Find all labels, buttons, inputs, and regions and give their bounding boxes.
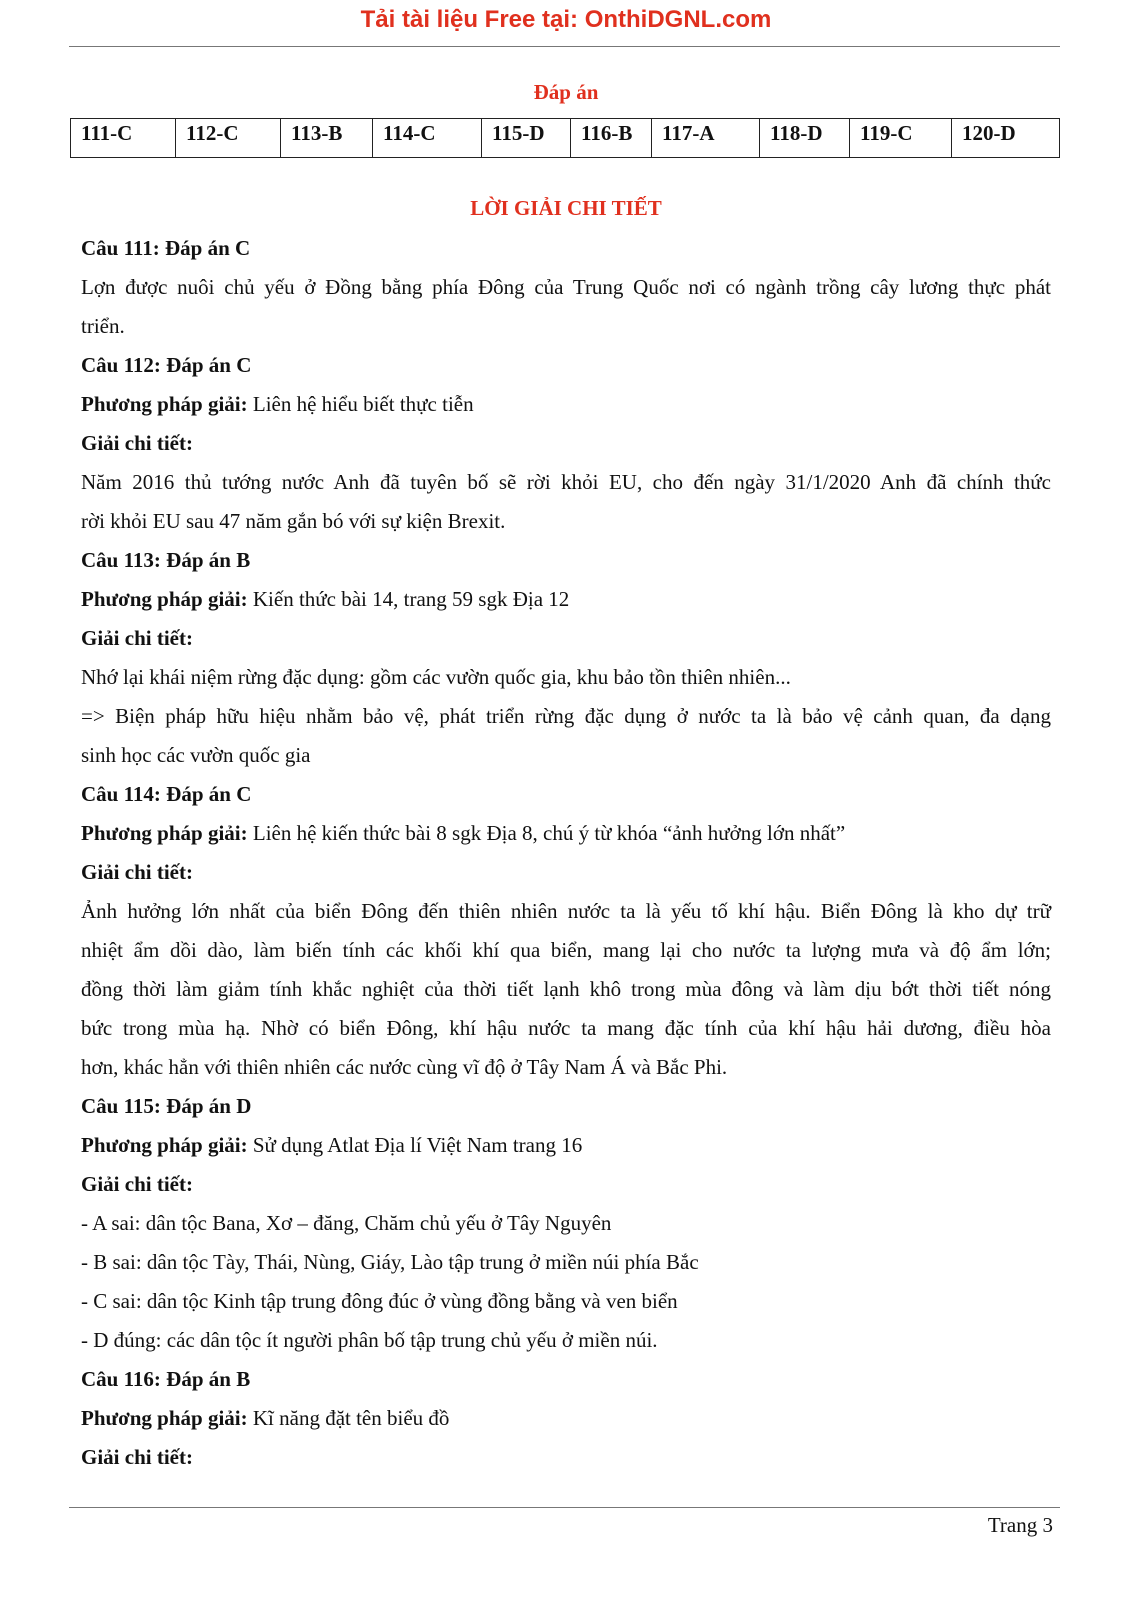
method-text: Kĩ năng đặt tên biểu đồ xyxy=(247,1406,450,1430)
q113-paragraph-line: Nhớ lại khái niệm rừng đặc dụng: gồm các vườn quốc gia, khu bảo tồn thiên nhiên... xyxy=(81,665,791,689)
method-label: Phương pháp giải: xyxy=(81,1406,248,1430)
answer-cell: 117-A xyxy=(652,119,760,158)
answer-cell: 120-D xyxy=(952,119,1060,158)
method-text: Liên hệ hiểu biết thực tiễn xyxy=(247,392,474,416)
q114-paragraph-line: Ảnh hưởng lớn nhất của biển Đông đến thiên nhiên nước ta là yếu tố khí hậu. Biển Đông là kho dự trữ xyxy=(81,899,1051,923)
q113-heading: Câu 113: Đáp án B xyxy=(81,548,251,572)
q112-paragraph-line: rời khỏi EU sau 47 năm gắn bó với sự kiện Brexit. xyxy=(81,509,506,533)
q113-paragraph-line: => Biện pháp hữu hiệu nhằm bảo vệ, phát triển rừng đặc dụng ở nước ta là bảo vệ cảnh quan, đa dạng xyxy=(81,704,1051,728)
answer-cell: 111-C xyxy=(71,119,176,158)
solutions-title: LỜI GIẢI CHI TIẾT xyxy=(470,196,662,220)
answer-cell: 118-D xyxy=(760,119,850,158)
q111-heading: Câu 111: Đáp án C xyxy=(81,236,251,260)
q114-paragraph-line: bức trong mùa hạ. Nhờ có biển Đông, khí hậu nước ta mang đặc tính của khí hậu hải dương, điều hòa xyxy=(81,1016,1051,1040)
q114-heading: Câu 114: Đáp án C xyxy=(81,782,252,806)
answer-cell: 114-C xyxy=(373,119,482,158)
q115-option-d: - D đúng: các dân tộc ít người phân bố tập trung chủ yếu ở miền núi. xyxy=(81,1328,658,1352)
method-text: Sử dụng Atlat Địa lí Việt Nam trang 16 xyxy=(247,1133,583,1157)
method-text: Kiến thức bài 14, trang 59 sgk Địa 12 xyxy=(247,587,570,611)
header-rule xyxy=(69,46,1060,47)
q112-method xyxy=(81,385,1051,424)
method-label: Phương pháp giải: xyxy=(81,821,248,845)
answer-cell: 115-D xyxy=(482,119,571,158)
method-text: Liên hệ kiến thức bài 8 sgk Địa 8, chú ý từ khóa “ảnh hưởng lớn nhất” xyxy=(247,821,846,845)
q114-method xyxy=(81,814,1051,853)
q113-detail-label: Giải chi tiết: xyxy=(81,626,193,650)
q111-paragraph-line: Lợn được nuôi chủ yếu ở Đồng bằng phía Đông của Trung Quốc nơi có ngành trồng cây lương thực phát xyxy=(81,275,1051,299)
q113-paragraph-line: sinh học các vườn quốc gia xyxy=(81,743,311,767)
q116-heading: Câu 116: Đáp án B xyxy=(81,1367,251,1391)
q112-detail-label: Giải chi tiết: xyxy=(81,431,193,455)
solutions-body xyxy=(81,229,1051,1477)
site-header: Tải tài liệu Free tại: OnthiDGNL.com xyxy=(360,6,772,33)
q114-detail-label: Giải chi tiết: xyxy=(81,860,193,884)
q113-method xyxy=(81,580,1051,619)
q112-paragraph-line: Năm 2016 thủ tướng nước Anh đã tuyên bố sẽ rời khỏi EU, cho đến ngày 31/1/2020 Anh đã chính thức xyxy=(81,470,1051,494)
q115-option-b: - B sai: dân tộc Tày, Thái, Nùng, Giáy, Lào tập trung ở miền núi phía Bắc xyxy=(81,1250,699,1274)
q114-paragraph-line: nhiệt ẩm dồi dào, làm biến tính các khối khí qua biển, mang lại cho nước ta lượng mưa và độ ẩm lớn; xyxy=(81,938,1051,962)
footer-rule xyxy=(69,1507,1060,1508)
q114-paragraph-line: hơn, khác hẳn với thiên nhiên các nước cùng vĩ độ ở Tây Nam Á và Bắc Phi. xyxy=(81,1055,728,1079)
q115-detail-label: Giải chi tiết: xyxy=(81,1172,193,1196)
page-number: Trang 3 xyxy=(987,1513,1053,1537)
q116-method xyxy=(81,1399,1051,1438)
answers-title: Đáp án xyxy=(533,80,599,104)
q114-paragraph-line: đồng thời làm giảm tính khắc nghiệt của thời tiết lạnh khô trong mùa đông và làm dịu bớt thời tiết nóng xyxy=(81,977,1051,1001)
answer-cell: 116-B xyxy=(571,119,652,158)
answer-cell: 119-C xyxy=(850,119,952,158)
q111-paragraph-line: triển. xyxy=(81,314,125,338)
q112-heading: Câu 112: Đáp án C xyxy=(81,353,252,377)
method-label: Phương pháp giải: xyxy=(81,587,248,611)
q115-option-a: - A sai: dân tộc Bana, Xơ – đăng, Chăm chủ yếu ở Tây Nguyên xyxy=(81,1211,612,1235)
q115-heading: Câu 115: Đáp án D xyxy=(81,1094,252,1118)
q116-detail-label: Giải chi tiết: xyxy=(81,1445,193,1469)
q115-method xyxy=(81,1126,1051,1165)
answer-key-table xyxy=(70,118,1060,158)
method-label: Phương pháp giải: xyxy=(81,392,248,416)
answer-cell: 112-C xyxy=(176,119,281,158)
answer-cell: 113-B xyxy=(281,119,373,158)
method-label: Phương pháp giải: xyxy=(81,1133,248,1157)
q115-option-c: - C sai: dân tộc Kinh tập trung đông đúc ở vùng đồng bằng và ven biển xyxy=(81,1289,678,1313)
answer-key-row xyxy=(71,119,1060,158)
